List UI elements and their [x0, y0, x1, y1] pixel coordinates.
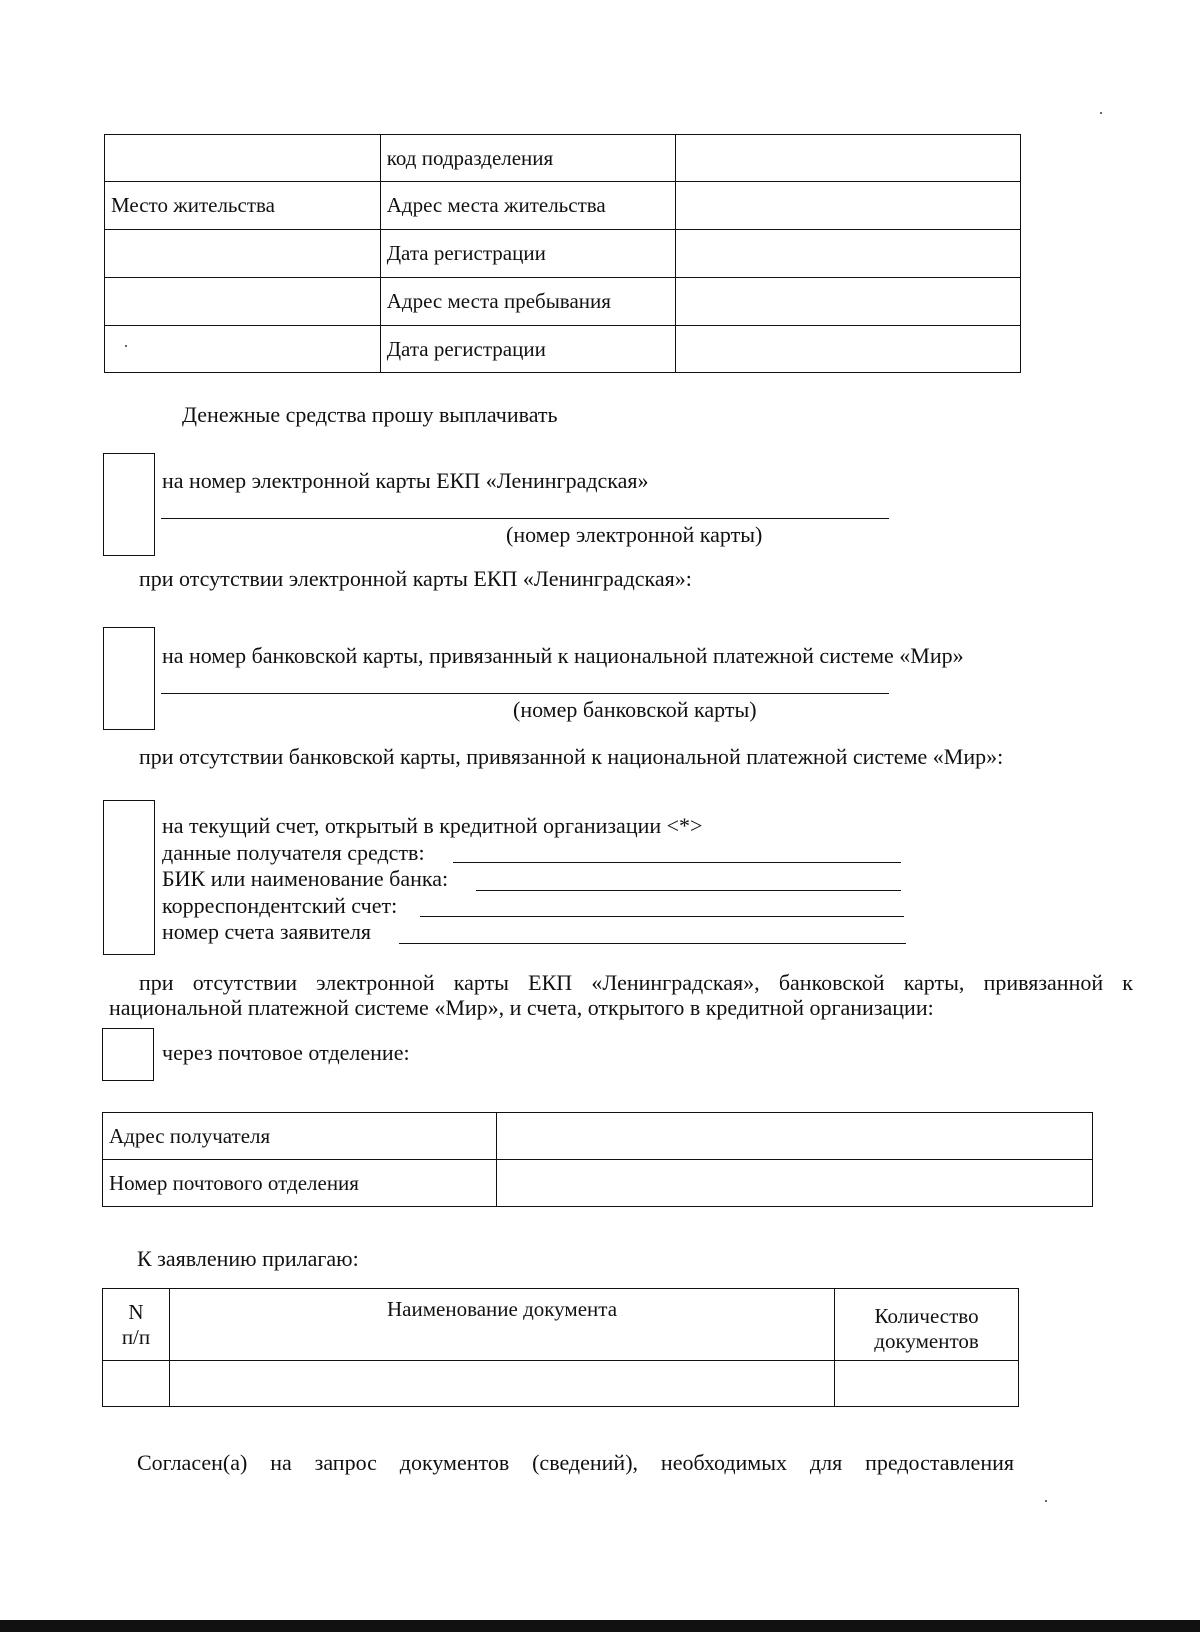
attach-count-cell[interactable] — [835, 1361, 1019, 1407]
bank-card-number-line[interactable] — [161, 693, 889, 694]
recipient-line[interactable] — [453, 862, 901, 863]
residence-value-cell[interactable] — [676, 182, 1021, 230]
table-row — [103, 1160, 1093, 1207]
cond-none-line2: национальной платежной системе «Мир», и счета, открытого в кредитной организации: — [109, 995, 934, 1020]
option-ekp-label: на номер электронной карты ЕКП «Ленинградская» — [162, 468, 649, 493]
corr-account-line[interactable] — [420, 916, 904, 917]
scan-speck — [1045, 1500, 1047, 1502]
recipient-label: данные получателя средств: — [162, 840, 425, 865]
checkbox-ekp-card[interactable] — [103, 453, 155, 556]
scan-edge — [0, 1620, 1200, 1632]
table-row — [103, 1113, 1093, 1160]
col-number-header — [103, 1289, 170, 1361]
option-bank-card-label: на номер банковской карты, привязанный к национальной платежной системе «Мир» — [162, 643, 964, 668]
post-label-office-number: Номер почтового отделения — [103, 1160, 497, 1207]
residence-label-cell — [105, 230, 381, 278]
table-row — [105, 230, 1021, 278]
attachments-table — [102, 1288, 1019, 1407]
col-name-header: Наименование документа — [169, 1289, 834, 1361]
residence-value-cell[interactable] — [676, 278, 1021, 326]
option-post-label: через почтовое отделение: — [162, 1040, 410, 1065]
checkbox-account[interactable] — [103, 800, 155, 955]
option-account-title: на текущий счет, открытый в кредитной организации <*> — [162, 813, 703, 838]
ekp-card-number-line[interactable] — [161, 518, 889, 519]
scan-speck — [1100, 112, 1102, 114]
attach-intro: К заявлению прилагаю: — [137, 1246, 359, 1271]
residence-label-cell — [105, 278, 381, 326]
col-count-line1: Количество — [874, 1303, 979, 1328]
ekp-card-caption: (номер электронной карты) — [506, 522, 763, 547]
account-number-label: номер счета заявителя — [162, 919, 372, 944]
col-number-line2: п/п — [121, 1324, 151, 1349]
residence-field-reg-date-2: Дата регистрации — [380, 326, 676, 373]
col-count-line2: документов — [874, 1328, 979, 1353]
residence-field-address: Адрес места жительства — [380, 182, 676, 230]
bik-label: БИК или наименование банка: — [162, 866, 449, 891]
col-number-line1: N — [128, 1299, 144, 1324]
payment-intro: Денежные средства прошу выплачивать — [182, 402, 558, 427]
post-table — [102, 1112, 1093, 1207]
residence-field-reg-date: Дата регистрации — [380, 230, 676, 278]
scan-speck — [125, 345, 127, 347]
residence-field-subdivision-code: код подразделения — [380, 135, 676, 182]
checkbox-bank-card[interactable] — [103, 627, 155, 730]
table-row — [105, 278, 1021, 326]
residence-value-cell[interactable] — [676, 135, 1021, 182]
post-value-cell[interactable] — [496, 1160, 1092, 1207]
table-row — [103, 1361, 1019, 1407]
residence-label-cell — [105, 135, 381, 182]
bik-line[interactable] — [476, 890, 901, 891]
post-value-cell[interactable] — [496, 1113, 1092, 1160]
checkbox-post-office[interactable] — [102, 1028, 154, 1081]
post-label-recipient-address: Адрес получателя — [103, 1113, 497, 1160]
cond-no-bank-card: при отсутствии банковской карты, привязанной к национальной платежной системе «Мир»: — [139, 744, 1004, 769]
residence-field-stay-address: Адрес места пребывания — [380, 278, 676, 326]
table-row — [105, 135, 1021, 182]
residence-table — [104, 134, 1021, 373]
residence-value-cell[interactable] — [676, 326, 1021, 373]
table-row — [105, 182, 1021, 230]
residence-value-cell[interactable] — [676, 230, 1021, 278]
account-number-line[interactable] — [399, 943, 906, 944]
bank-card-caption: (номер банковской карты) — [513, 697, 757, 722]
residence-label-cell: Место жительства — [105, 182, 381, 230]
cond-no-ekp: при отсутствии электронной карты ЕКП «Ленинградская»: — [139, 566, 692, 591]
attach-name-cell[interactable] — [169, 1361, 834, 1407]
consent-text: Согласен(а) на запрос документов (сведений), необходимых для предоставления — [137, 1450, 1014, 1475]
corr-account-label: корреспондентский счет: — [162, 893, 398, 918]
residence-label-cell — [105, 326, 381, 373]
table-header-row — [103, 1289, 1019, 1361]
attach-number-cell[interactable] — [103, 1361, 170, 1407]
cond-none-line1: при отсутствии электронной карты ЕКП «Ленинградская», банковской карты, привязанной к — [139, 970, 1133, 995]
col-count-header — [835, 1289, 1019, 1361]
table-row — [105, 326, 1021, 373]
